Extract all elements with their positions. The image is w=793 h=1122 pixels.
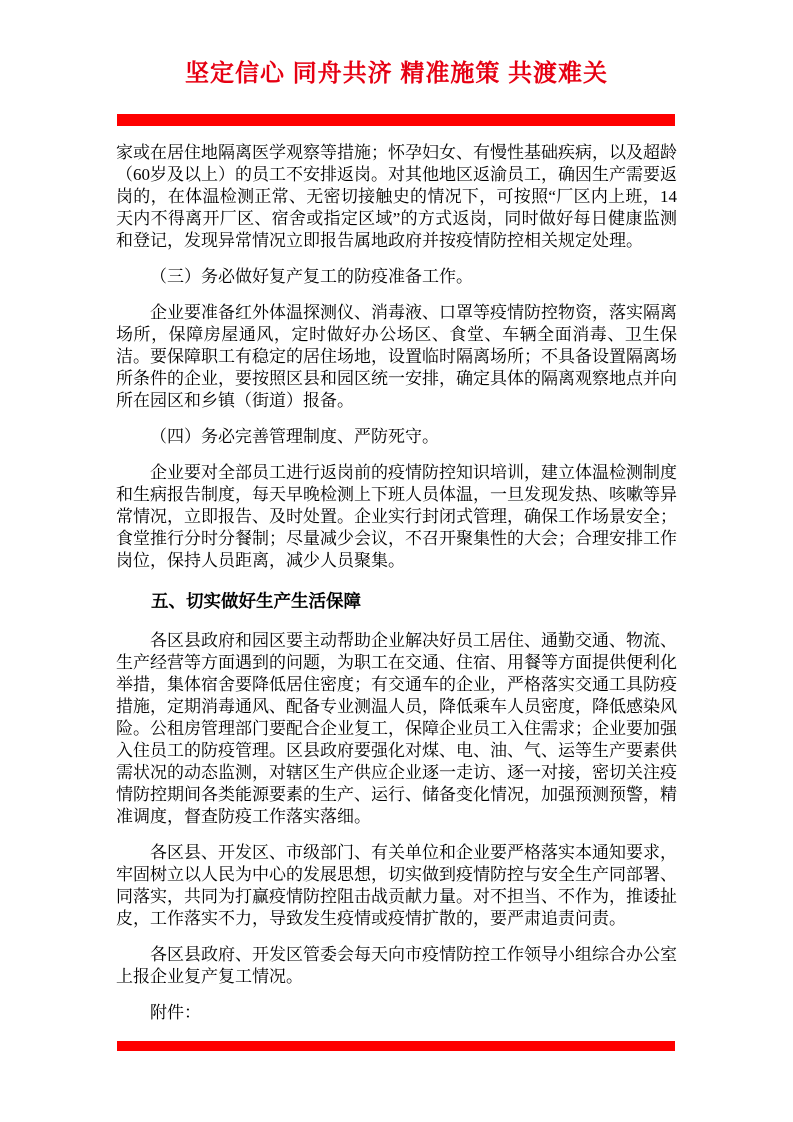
- top-divider-bar: [117, 114, 675, 126]
- paragraph: 附件：: [150, 1003, 201, 1022]
- paragraph: 各区县政府、开发区管委会每天向市疫情防控工作领导小组综合办公室上报企业复产复工情况。: [116, 945, 677, 986]
- paragraph: 企业要对全部员工进行返岗前的疫情防控知识培训，建立体温检测制度和生病报告制度，每天早晚检测上下班人员体温，一旦发现发热、咳嗽等异常情况，立即报告、及时处置。企业实行封闭式管理，确保工作场景安全；食堂推行分时分餐制；尽量减少会议，不召开聚集性的大会；合理安排工作岗位，保持人员距离，减少人员聚集。: [116, 463, 677, 570]
- section-heading: 五、切实做好生产生活保障: [151, 591, 361, 611]
- sub-heading: （四）务必完善管理制度、严防死守。: [150, 427, 439, 446]
- paragraph: 家或在居住地隔离医学观察等措施；怀孕妇女、有慢性基础疾病，以及超龄（60岁及以上）的员工不安排返岗。对其他地区返渝员工，确因生产需要返岗的，在体温检测正常、无密切接触史的情况下，可按照“厂区内上班，14天内不得离开厂区、宿舍或指定区域”的方式返岗，同时做好每日健康监测和登记，发现异常情况立即报告属地政府并按疫情防控相关规定处理。: [116, 143, 677, 250]
- sub-heading: （三）务必做好复产复工的防疫准备工作。: [150, 267, 473, 286]
- paragraph: 企业要准备红外体温探测仪、消毒液、口罩等疫情防控物资，落实隔离场所，保障房屋通风，定时做好办公场区、食堂、车辆全面消毒、卫生保洁。要保障职工有稳定的居住场地，设置临时隔离场所；不具备设置隔离场所条件的企业，要按照区县和园区统一安排，确定具体的隔离观察地点并向所在园区和乡镇（街道）报备。: [116, 303, 677, 410]
- paragraph: 各区县政府和园区要主动帮助企业解决好员工居住、通勤交通、物流、生产经营等方面遇到的问题，为职工在交通、住宿、用餐等方面提供便利化举措，集体宿舍要降低居住密度；有交通车的企业，严格落实交通工具防疫措施，定期消毒通风、配备专业测温人员，降低乘车人员密度，降低感染风险。公租房管理部门要配合企业复工，保障企业员工入住需求；企业要加强入住员工的防疫管理。区县政府要强化对煤、电、油、气、运等生产要素供需状况的动态监测，对辖区生产供应企业逐一走访、逐一对接，密切关注疫情防控期间各类能源要素的生产、运行、储备变化情况，加强预测预警，精准调度，督查防疫工作落实落细。: [116, 631, 677, 826]
- bottom-divider-bar: [117, 1041, 675, 1051]
- document-body: [116, 142, 677, 1038]
- banner-title: 坚定信心 同舟共济 精准施策 共渡难关: [184, 60, 608, 87]
- paragraph: 各区县、开发区、市级部门、有关单位和企业要严格落实本通知要求，牢固树立以人民为中心的发展思想，切实做到疫情防控与安全生产同部署、同落实，共同为打赢疫情防控阻击战贡献力量。对不担当、不作为，推诿扯皮，工作落实不力，导致发生疫情或疫情扩散的，要严肃追责问责。: [116, 843, 677, 928]
